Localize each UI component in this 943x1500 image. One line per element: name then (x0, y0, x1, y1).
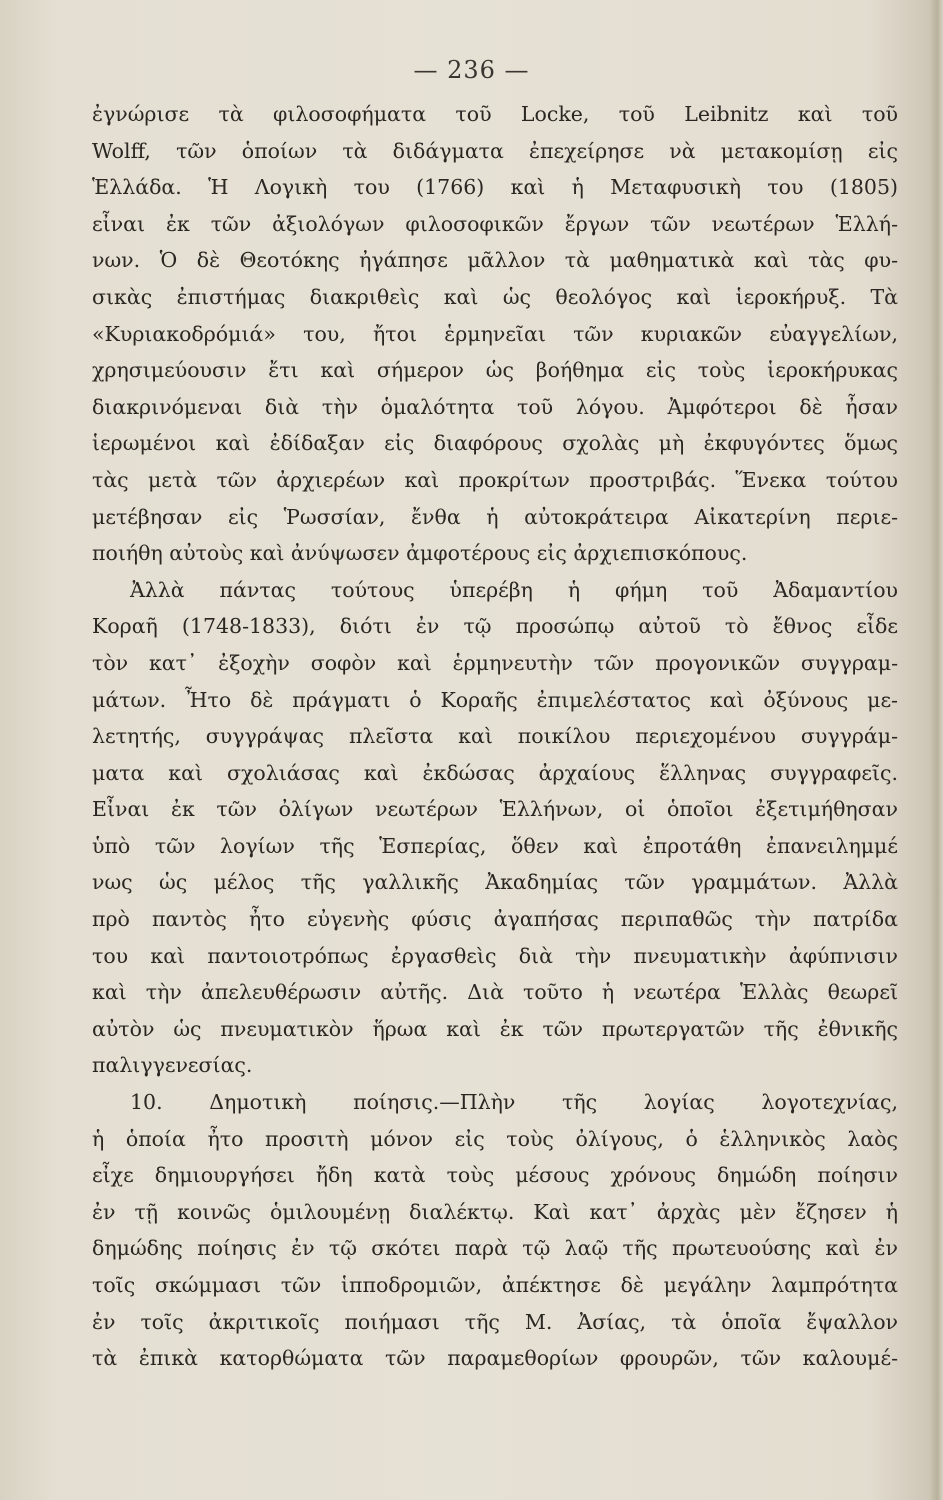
section-heading-line: 10. Δημοτικὴ ποίησις.—Πλὴν τῆς λογίας λογοτεχνίας, (130, 1090, 898, 1115)
text-line: ἡ ὁποία ἦτο προσιτὴ μόνον εἰς τοὺς ὀλίγους, ὁ ἑλληνικὸς λαὸς (92, 1126, 898, 1151)
text-line: χρησιμεύουσιν ἔτι καὶ σήμερον ὡς βοήθημα εἰς τοὺς ἱεροκήρυκας (92, 358, 898, 383)
page-edge (929, 0, 943, 1500)
text-line: του καὶ παντοιοτρόπως ἐργασθεὶς διὰ τὴν πνευματικὴν ἀφύπνισιν (92, 943, 898, 968)
text-line: Ἑλλάδα. Ἡ Λογικὴ του (1766) καὶ ἡ Μεταφυσικὴ του (1805) (92, 175, 898, 200)
text-line: «Κυριακοδρόμιά» του, ἤτοι ἑρμηνεῖαι τῶν κυριακῶν εὐαγγελίων, (92, 321, 898, 346)
text-line: ἐν τοῖς ἀκριτικοῖς ποιήμασι τῆς Μ. Ἀσίας, τὰ ὁποῖα ἔψαλλον (92, 1309, 898, 1334)
text-line: μάτων. Ἦτο δὲ πράγματι ὁ Κοραῆς ἐπιμελέστατος καὶ ὀξύνους με- (92, 687, 898, 712)
text-line: νως ὡς μέλος τῆς γαλλικῆς Ἀκαδημίας τῶν γραμμάτων. Ἀλλὰ (92, 870, 898, 895)
text-line: ποιήθη αὐτοὺς καὶ ἀνύψωσεν ἀμφοτέρους εἰς ἀρχιεπισκόπους. (92, 541, 748, 566)
text-line: ματα καὶ σχολιάσας καὶ ἐκδώσας ἀρχαίους ἕλληνας συγγραφεῖς. (92, 760, 898, 785)
text-line: παλιγγενεσίας. (92, 1053, 253, 1078)
text-line: ἱερωμένοι καὶ ἐδίδαξαν εἰς διαφόρους σχολὰς μὴ ἐκφυγόντες ὅμως (92, 431, 898, 456)
text-line: Εἶναι ἐκ τῶν ὀλίγων νεωτέρων Ἑλλήνων, οἱ ὁποῖοι ἐξετιμήθησαν (92, 797, 898, 822)
text-line: εἶχε δημιουργήσει ἤδη κατὰ τοὺς μέσους χρόνους δημώδη ποίησιν (92, 1163, 898, 1188)
text-line: διακρινόμεναι διὰ τὴν ὁμαλότητα τοῦ λόγου. Ἀμφότεροι δὲ ἦσαν (92, 394, 898, 419)
text-line: τοῖς σκώμμασι τῶν ἱπποδρομιῶν, ἀπέκτησε δὲ μεγάλην λαμπρότητα (92, 1273, 898, 1297)
text-line: τὰ ἐπικὰ κατορθώματα τῶν παραμεθορίων φρουρῶν, τῶν καλουμέ- (92, 1346, 898, 1371)
text-line: τὸν κατ᾽ ἐξοχὴν σοφὸν καὶ ἑρμηνευτὴν τῶν προγονικῶν συγγραμ- (92, 650, 898, 675)
body-text (92, 96, 898, 1377)
text-line: Wolff, τῶν ὁποίων τὰ διδάγματα ἐπεχείρησε νὰ μετακομίσῃ εἰς (92, 138, 898, 163)
text-line: ἐγνώρισε τὰ φιλοσοφήματα τοῦ Locke, τοῦ Leibnitz καὶ τοῦ (92, 102, 898, 126)
text-line: ἐν τῇ κοινῶς ὁμιλουμένῃ διαλέκτῳ. Καὶ κατ᾽ ἀρχὰς μὲν ἔζησεν ἡ (92, 1199, 898, 1224)
text-line: τὰς μετὰ τῶν ἀρχιερέων καὶ προκρίτων προστριβάς. Ἕνεκα τούτου (92, 467, 898, 492)
text-line: λετητής, συγγράψας πλεῖστα καὶ ποικίλου περιεχομένου συγγράμ- (92, 724, 898, 749)
text-line: καὶ τὴν ἀπελευθέρωσιν αὐτῆς. Διὰ τοῦτο ἡ νεωτέρα Ἑλλὰς θεωρεῖ (92, 980, 898, 1005)
text-line: Ἀλλὰ πάντας τούτους ὑπερέβη ἡ φήμη τοῦ Ἀδαμαντίου (130, 577, 898, 602)
text-line: ὑπὸ τῶν λογίων τῆς Ἑσπερίας, ὅθεν καὶ ἐπροτάθη ἐπανειλημμέ (92, 833, 898, 858)
text-line: Κοραῆ (1748-1833), διότι ἐν τῷ προσώπῳ αὐτοῦ τὸ ἔθνος εἶδε (92, 614, 898, 639)
text-line: αὐτὸν ὡς πνευματικὸν ἥρωα καὶ ἐκ τῶν πρωτεργατῶν τῆς ἐθνικῆς (92, 1016, 898, 1041)
text-line: εἶναι ἐκ τῶν ἀξιολόγων φιλοσοφικῶν ἔργων τῶν νεωτέρων Ἑλλή- (92, 211, 898, 236)
text-line: δημώδης ποίησις ἐν τῷ σκότει παρὰ τῷ λαῷ τῆς πρωτευούσης καὶ ἐν (92, 1236, 898, 1261)
text-line: σικὰς ἐπιστήμας διακριθεὶς καὶ ὡς θεολόγος καὶ ἱεροκήρυξ. Τὰ (92, 284, 898, 309)
page-number: — 236 — (413, 56, 530, 84)
text-line: πρὸ παντὸς ἦτο εὐγενὴς φύσις ἀγαπήσας περιπαθῶς τὴν πατρίδα (92, 907, 898, 932)
text-line: νων. Ὁ δὲ Θεοτόκης ἠγάπησε μᾶλλον τὰ μαθηματικὰ καὶ τὰς φυ- (92, 248, 898, 273)
text-line: μετέβησαν εἰς Ῥωσσίαν, ἔνθα ἡ αὐτοκράτειρα Αἰκατερίνη περιε- (92, 504, 898, 529)
